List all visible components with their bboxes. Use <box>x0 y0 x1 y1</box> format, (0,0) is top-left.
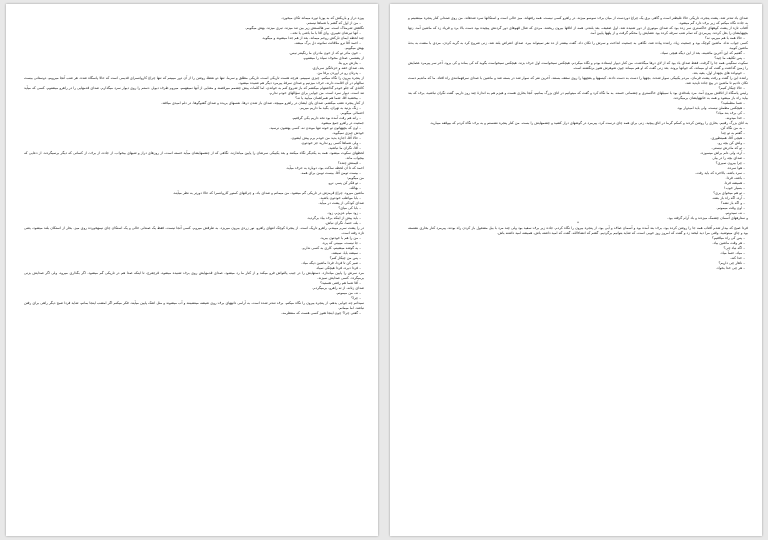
right-page-paragraph: – ولش کن بچه رو. <box>717 141 745 145</box>
left-page-paragraph: – نمیشه بابا، نمیشه. <box>331 251 361 255</box>
left-page-paragraph: – تو فکر کن پسر، نرو. <box>327 181 361 185</box>
right-page-paragraph: – حالا چیکار کنیم؟ <box>718 86 745 90</box>
right-page-paragraph: – تو که مادرش نیستی. <box>711 146 745 150</box>
left-page-paragraph: – رانه هم رفت آمده بود نخه داریم یکی گرفتیم. <box>291 116 361 120</box>
left-page-paragraph: پوزه دراز و باریکش که به پوزهٔ توره میماند تکان میخورد. <box>281 16 364 20</box>
left-page-paragraph: مرد سرش را پایین میاندازد. دستهایش را در جیب پالتواش فرو میکند و از کنار ما رد میشود. صدای قدمهایش روی برف شنیده میشود، قرچقرچ، تا اینکه صدا هم در تاریکی گم میشود. اگر بگذاری میرود، ولی اگر صدایش بزنی برمیگردد. کسی صدایش نمیزند. <box>24 271 364 280</box>
right-page-paragraph: – خدا کنه. <box>730 256 745 260</box>
right-page-paragraph: سکوت سنگینی همه جا را گرفت. فقط صدای باد بود که از لای درها میگذشت. من کنار دیوار ایستاده بودم و نگاه میکردم. هیچکس نمیخواست اول حرف بزند. هیچکس نمیخواست بگوید که کی بماند و کی برود. آخر سر پیرمرد عصایش را زمین گذاشت و گفت که او میماند، که جوانها بروند. بعد زنی گفت که او هم میماند چون شوهرش هنوز برنگشته است. <box>408 61 748 70</box>
right-page-paragraph: و ستارههای آسمان چشمک میزدند و باد آرام گرفته بود. <box>667 216 748 220</box>
right-page-paragraph: – باشه، فردا. <box>725 176 745 180</box>
left-page-paragraph: – پدرتان رو در آوردن برفا من. <box>316 71 361 75</box>
left-page-paragraph: – من از اول که گفتم با شماها نیستم. <box>306 21 361 25</box>
right-page-paragraph: – بسیار خوب! <box>724 186 745 190</box>
right-page-paragraph: – هوا سرده. <box>726 166 745 170</box>
left-page-paragraph: احتمالی میگویم. <box>340 111 364 115</box>
right-page-paragraph: فردا صبح که بیدار شدم آفتاب همه جا را روشن کرده بود. برف بند آمده بود و آسمان صاف و آبی بود. از پنجره بیرون را نگاه کردم. جاده زیر برف سفید بود ولی چند مرد با بیل مشغول باز کردن راه بودند. پیرمرد کنار بخاری نشسته بود و چای مینوشید. وقتی مرا دید لبخند زد و گفت که امروز روز خوبی است، که شاید بتوانیم برگردیم. گفتم که انشاءالله. گفت که امید داشته باش، همیشه امید داشته باش. <box>408 226 748 235</box>
left-page-paragraph: در را پشت سرم میبندم. راهرو تاریک است. از پنجرهٔ کوچک انتهای راهرو، نور زردی بیرون میریزد. به طرفش میروم. کسی آنجا نیست. فقط یک صندلی خالی و یک استکان چای نیمهخورده روی میز. بخار از استکان بلند میشود، یعنی تازه رفته است. <box>24 226 364 235</box>
left-page-paragraph: – جا نیست، میبینی که پره. <box>321 241 361 245</box>
right-page-paragraph: به اتاق بزرگ رفتیم. بخاری را روشن کردند و کمکم گرما در اتاق پیچید. زنی برای همه چای درست کرد. پیرمرد در گوشهای دراز کشید و چشمهایش را بست. من کنار پنجره نشستم و به برف نگاه کردم که بیوقفه میبارید. <box>429 121 748 125</box>
left-page-paragraph: لحظهای سکوت میشود. همه به یکدیگر نگاه میکنند و بعد یکییکی سرشان را پایین میاندازند. نگاهی که از چشمهایشان میآید خسته است، از روزهای دراز و شبهای بیخواب. از جاده، از برف، از کسانی که دیگر برنمیگردند. از دعایی که بیجواب ماند. <box>24 151 364 160</box>
left-page-paragraph: – بابا مواظب خودتون باشید. <box>319 196 361 200</box>
right-page-paragraph: صدای باد تندتر شد. پشت پنجره، تاریکی حالا غلیظتر است و گاهی برق یک چراغ دوردست از میان برف سوسو میزند. در راهرو کسی نیست. همه رفتهاند. میز خالی است و استکانها سرد شدهاند. من روی صندلی کنار پنجره مینشینم و به جاده نگاه میکنم که زیر برف دارد گم میشود. <box>408 16 748 25</box>
left-page-paragraph: ماشین میرود. چراغ قرمزش در تاریکی گم میشود. من میمانم و صدای باد، و چراغهای کمنور کاروانسرا که حالا دورتر به نظر میآیند. <box>172 191 364 195</box>
left-page-paragraph: خودش چیزی نمیگوید. <box>331 131 364 135</box>
left-page-paragraph: – زنگ بزنید به تهران، بگید ما داریم میریم. <box>299 106 361 110</box>
right-page-paragraph: * <box>577 221 579 225</box>
right-page-paragraph: آفتاب تازه از پشت کوههای خاکستری سر زده بود که صدای موتوری از دور شنیده شد. اول ضعیف، بعد بلندتر. همه از اتاقها بیرون ریختند. مردی که شال قهوهای دور گردنش پیچیده بود دست بالا برد و فریاد زد که ماشین آمد. زنها بچههایشان را بغل کردند. پیرمردی که تمام شب سرفه کرده بود عصایش را محکم گرفت و از پلهها پایین آمد. <box>408 26 748 35</box>
left-page-paragraph: – آقا، نگران ما نباشید. <box>328 146 361 150</box>
left-page-paragraph: – ببخشید آقا، شما هم همراهمان میآیید یا نه؟ <box>295 96 361 100</box>
left-page-paragraph: – من را هم با خودتون ببرید. <box>319 236 361 240</box>
right-page-paragraph: رئیس پاسگاه از اتاقش بیرون آمد. مرد بلندقدی بود با سبیلهای خاکستری و چشمانی خسته. به ما نگاه کرد و گفت که میتوانیم در اتاق بزرگ بمانیم، آنجا بخاری هست و هیزم هم به اندازهٔ چند روز داریم. گفت نگران نباشید، برف که بند بیاید راه باز میشود و همه به خانههایشان برمیگردند. <box>408 91 748 100</box>
left-page-paragraph: – آقا شما هم رفتنی هستید؟ <box>320 281 361 285</box>
right-page-paragraph: – به من نگاه کن. <box>719 126 745 130</box>
left-page-paragraph: – بیست تومن آقا. بیست تومن برای همه. <box>300 171 361 175</box>
right-page-paragraph: راننده این را گفت و رفت پشت فرمان. مردم یکییکی سوار شدند. بچهها را دست به دست دادند. کیسهها و بقچهها را روی سقف بستند. آخرین نفر که سوار شد در بسته شد و ماشین با صدای سرفهمانندی راه افتاد. ما که ماندیم دست تکان دادیم تا ماشین در پیچ جاده ناپدید شد. <box>408 76 748 85</box>
left-page-paragraph: – یه گوشه میشینم، کاری به کسی ندارم. <box>301 246 361 250</box>
left-page-paragraph: نگاهش شرمناک است. سر هالستش زیر بین تند میزند. تبری میزند. بهش میگویم. <box>245 26 364 30</box>
right-page-paragraph: – آره، ولی دلم براش میسوزه. <box>700 151 745 155</box>
left-page-paragraph: بعد، صدای خفه و حزنانگیز سربازی. <box>311 66 364 70</box>
left-page-paragraph: – بتازش برو بتا. <box>337 61 361 65</box>
left-page-paragraph: – بهالله. <box>349 186 361 190</box>
right-page-paragraph: – و اگه باز نشه؟ <box>720 201 745 205</box>
right-page-paragraph: – پس کی راه میافتیم؟ <box>711 236 745 240</box>
left-page-paragraph: – بابا کی میای؟ <box>338 206 361 210</box>
left-page-paragraph: صدای کودکی از پشت در میآید. <box>318 201 364 205</box>
right-page-paragraph: – هر چی خدا بخواد. <box>715 266 745 270</box>
left-page <box>6 4 378 536</box>
left-page-paragraph: بهش میگویم. <box>344 46 364 50</box>
right-page-paragraph: – گفتم به تو چه! <box>720 131 745 135</box>
left-page-paragraph: – خون مادر تو که از خون مادران ما رنگینتر نیس. <box>288 51 361 55</box>
right-page-paragraph: – اون وقت میمونم. <box>716 206 745 210</box>
left-page-paragraph: – پس من چیکار کنم؟ <box>329 256 361 260</box>
left-page-paragraph: – باید پیش از اینکه برف بیاد برگردید. <box>306 216 361 220</box>
left-page-paragraph: – فردا دیره، فردا هیچکی نمیاد. <box>315 266 361 270</box>
right-page-paragraph: – حالا همه با هم میریم، نه؟ <box>704 36 745 40</box>
right-page-paragraph: – هیچکس مطمئن نیست، ولی باید امیدوار بود. <box>676 106 745 110</box>
right-page-paragraph: – سرد باشه، بالاخره که باید رفت. <box>695 171 745 175</box>
right-page-paragraph: – تو هم میخوای بری؟ <box>713 191 745 195</box>
left-page-text <box>24 16 364 526</box>
right-page <box>390 4 762 536</box>
left-page-paragraph: – احمد آقا نرو ملاقاتت نماتونه دل برگ میشه. <box>294 41 361 45</box>
right-page-paragraph: – پس تکلیف ما چیه؟ <box>714 56 745 60</box>
right-page-paragraph: – چرا بیرون نمیری؟ <box>715 161 745 165</box>
right-page-paragraph: – کی برف بند میاد؟ <box>716 111 745 115</box>
right-page-paragraph: – هیچی آقا، همینطوری. <box>710 136 745 140</box>
right-page-text <box>408 16 748 526</box>
right-page-paragraph: کسی جواب نداد. ماشین کوچک بود و جمعیت زیاد. راننده پیاده شد، نگاهی به جمعیت انداخت و سرش را تکان داد. گفت بیشتر از ده نفر نمیتواند ببرد. صدای اعتراض بلند شد. زنی شروع کرد به گریه کردن. مردی با مشت به بدنهٔ ماشین کوبید. <box>408 41 748 50</box>
left-page-paragraph: – صبر کن تا فردا، فردا ماشین دیگه میاد. <box>301 261 361 265</box>
left-page-paragraph: – اون که بچههاتون تو خونه تنها موندن نه، کسی بهشون نرسید. <box>269 126 361 130</box>
right-page-paragraph: – ناهار چی داریم؟ <box>718 261 745 265</box>
right-page-paragraph: – گفتیم که این آخرین ماشینه، بعد از این دیگه هیچی نمیاد. <box>660 51 745 55</box>
right-page-paragraph: – هر وقت ماشین بیاد. <box>712 241 745 245</box>
left-page-paragraph: – قیمتش چنده؟ <box>337 161 361 165</box>
right-page-paragraph: – آره، اگه راه باز بشه. <box>711 196 745 200</box>
right-page-paragraph: – خدا میدونه. <box>725 116 745 120</box>
left-page-paragraph: – حالا آقا، اجازه بدید من خودم برم پیش ایشون. <box>290 136 361 140</box>
right-page-paragraph: – صدای بچه را در بیار. <box>711 156 745 160</box>
right-page-paragraph: – میاد، حتماً میاد. <box>719 251 745 255</box>
left-page-paragraph: از کنار پنجره عقب میکشم. صدای پای ایشان در راهرو میپیچد، صدای باز شدن درها، نفسهای بریده و صدای گفتوگوها. در دلم امیدی میافتد. <box>161 101 364 105</box>
right-page-paragraph: – نه، نمیدونم. <box>724 211 745 215</box>
left-page-paragraph: من میگویم: <box>346 176 364 180</box>
left-page-paragraph: از پنجره بیرون را نگاه میکنم. چیزی نمیبینم. هرچه هست تاریکی است، تاریکی مطلق و سرما. تنها دو نقطهٔ روشن را از آن دور میبینم که تنها چراغ کاروانسرای قدیمی است که حالا پاسگاه شده. هر شب آنجا میرویم، دوستانی بیست سالهام در آن اقامت دارند، حرف میزنیم و صدای سرفهٔ پیرمرد دیگر هم شنیده میشود. <box>24 76 364 85</box>
left-page-paragraph: از پشتسر، صدای مخوف سپاه را میشنوم. <box>302 56 364 60</box>
right-page-paragraph: – شما مطمئنید؟ <box>721 101 745 105</box>
right-page-paragraph: – همیشه فردا. <box>723 181 745 185</box>
left-page-paragraph: – آنها تیرشان تغییری. وای آقا با ما باشی یا نخه.. <box>290 31 361 35</box>
left-page-paragraph: احمد که تا آن لحظه ساکت بود، دوباره به حرف میآید. <box>285 166 364 170</box>
left-page-paragraph: صدای زنانه، از ته راهرو. برمیگردم. <box>312 286 364 290</box>
left-page-paragraph: جمعیت در راهرو جمع میشود. <box>320 121 364 125</box>
left-page-paragraph: – گفتی چرا؟ چون اینجا هنوز کسی هست که منتظرمه. <box>281 311 361 315</box>
left-page-paragraph: کاغذی که جلو خودم گذاشتهام میکشم که باز شروع کنم به خواندن، اما کلمات پیش چشمم میرقصند و معنایی از آنها نمیفهمم. میروم طرف دیوار. دستم را روی دیوار سرد میگذارم. صدای قدمهایی را در راهرو میشنوم. کسی که میآید تند است. دیوار سرد است. من جوابی برای سؤالهای خودم ندارم. <box>24 86 364 95</box>
left-page-paragraph: – نه، من میمونم. <box>335 291 361 295</box>
left-page-paragraph: چند لحظه ایمان نارکش روحم میماند. بعد از هم جدا میشوند و میگوید. <box>261 36 364 40</box>
left-page-paragraph: – بله، حتماً. نگران نباش. <box>324 221 361 225</box>
right-page-paragraph: – خونواده های بچهدار اول، بقیه بعد. <box>692 71 745 75</box>
left-page-paragraph: – زود میام عزیزم، زود. <box>326 211 361 215</box>
left-page-paragraph: – ولی شماها کسی رو ندارید جز خودتون. <box>300 141 361 145</box>
left-page-paragraph: نمیدانم چه جوابی بدهم. از پنجره بیرون را نگاه میکنم. برف تندتر شده است. به آرامی دانههای برف روی شیشه مینشینند و آب میشوند و مثل اشک پایین میآیند. فکر میکنم اگر امشب اینجا بمانم، شاید فردا صبح دیگر راهی برای رفتن نباشد. اما میمانم. <box>24 301 364 310</box>
left-page-paragraph: – چرا؟ <box>351 296 361 300</box>
right-page-paragraph: – اگه نیاد چی؟ <box>723 246 745 250</box>
